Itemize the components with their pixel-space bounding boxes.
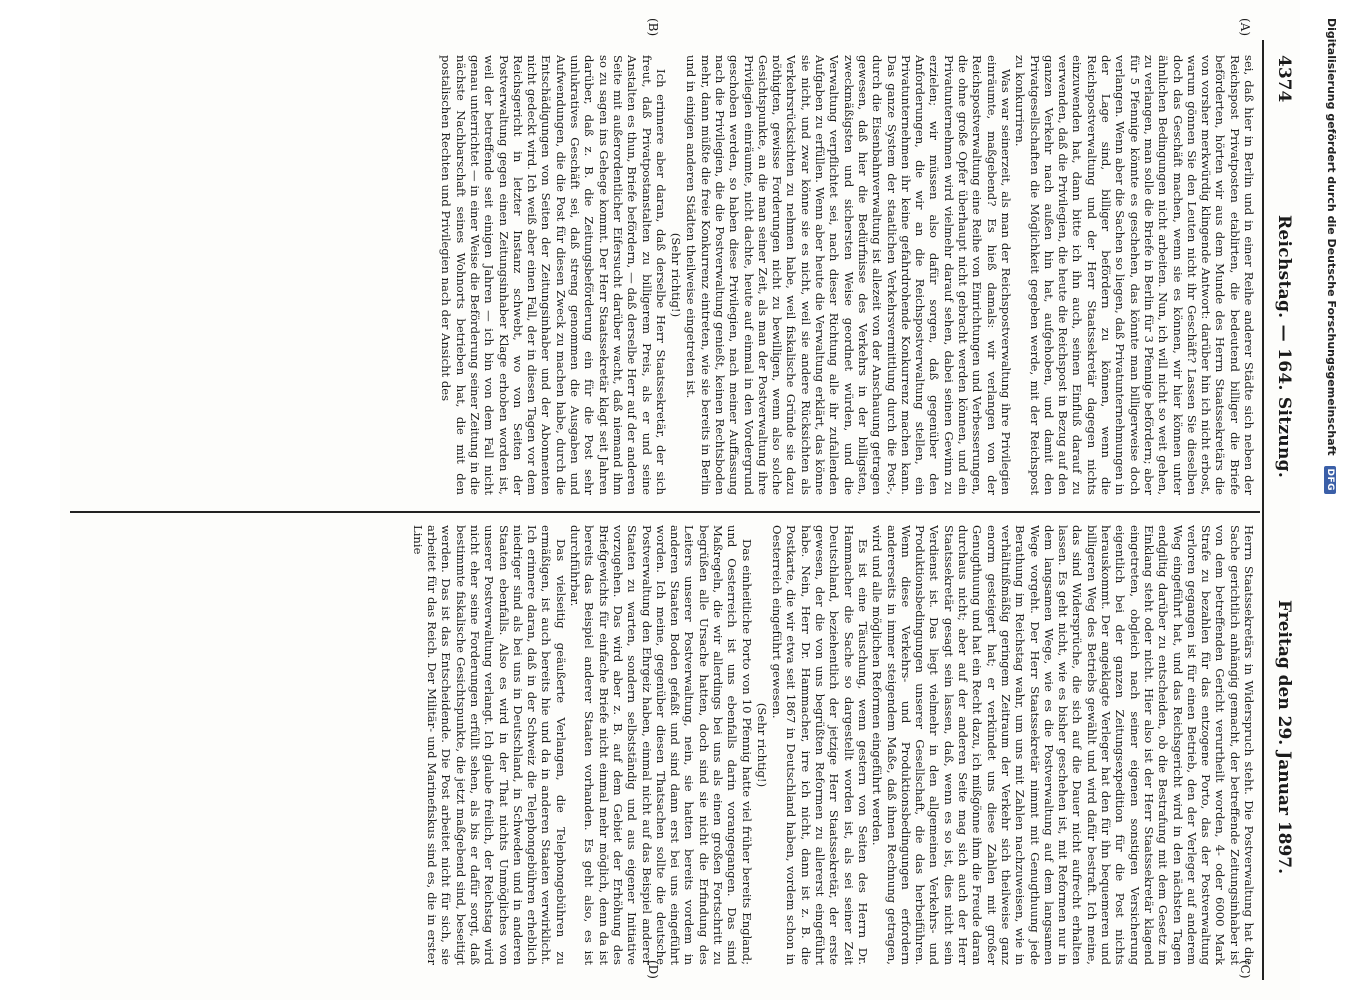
paragraph: Herrn Staatssekretärs in Widerspruch steht. Die Postverwaltung hat die Sache gerichtlich anhängig gemacht, der betreffende Zeitungsinhaber ist von dem betreffenden Gericht verurtheilt worden, 4- oder 6000 Mark Strafe zu bezahlen für das entzogene Porto, das der Postverwaltung verloren gegangen ist für einen Betrieb, den der Verleger auf anderem Weg eingeführt hat, und das Reichsgericht wird in den nächsten Tagen endgiltig darüber zu entscheiden, ob die Bestrafung mit dem Gesetz im Einklang steht oder nicht. Hier also ist der Herr Staatssekretär klagend eingetreten, obgleich nach seiner eigenen sonstigen Versicherung eigentlich bei der ganzen Zeitungsexpedition für die Post nichts herauskommt. Der angeklagte Verleger hat den für ihn bequemeren und billigeren Weg des Betriebs gewählt und wird dafür bestraft. Ich meine, das sind Widersprüche, die sich auf die Dauer nicht aufrecht erhalten lassen. Es geht nicht, wie es bisher geschehen ist, mit Reformen nur in dem langsamen Wege, wie es die Postverwaltung auf dem langsamen Wege vorgeht. Der Herr Staatssekretär nimmt mit Genugthuung jede Berathung im Reichstag wahr, um uns mit Zahlen nachzuweisen, wie in verhältnißmäßig geringem Zeitraum der Verkehr sich theilweise ganz enorm gesteigert hat; er verkündet uns diese Zahlen mit großer Genugthuung und hat ein Recht dazu, ich mißgönne ihm die Freude daran durchaus nicht; aber auf der anderen Seite mag sich auch der Herr Staatssekretär gesagt sein lassen, daß, wenn es so ist, dies nicht sein Verdienst ist. Das liegt vielmehr in den allgemeinen Verkehrs- und Produktionsbedingungen unserer Gesellschaft, die das herbeiführen. Wenn diese Verkehrs- und Produktionsbedingungen erfordern andererseits in immer steigendem Maße, daß ihnen Rechnung getragen, wird und alle möglichen Reformen eingeführt werden. bbox=[870, 525, 1256, 965]
applause-note: (Sehr richtig!) bbox=[754, 702, 769, 788]
margin-mark-a: (A) bbox=[1238, 18, 1252, 37]
paragraph: Das vielseitig geäußerte Verlangen, die Telephongebühren zu ermäßigen, ist auch bereits hie und da in anderen Staaten verwirklicht. Ich erinnere daran, daß in der Schweiz die Telephongebühren erheblich niedriger sind als bei uns in Deutschland, in Schweden und in anderen Staaten ebenfalls. Also es wird in der That nichts Unmögliches von unserer Postverwaltung verlangt. Ich glaube freilich, der Reichstag wird nicht eher seine Forderungen erfüllt sehen, als bis er dafür sorgt, daß bestimmte fiskalische Gesichtspunkte, die jetzt maßgebend sind, beseitigt werden. Das ist das Entscheidende. Die Post arbeitet nicht für sich, sie arbeitet für das Reich. Der Militär- und Marinefiskus sind es, die in erster Linie bbox=[410, 525, 568, 965]
margin-mark-d: (D) bbox=[646, 960, 660, 979]
session-title: Reichstag. — 164. Sitzung. bbox=[1274, 215, 1294, 479]
digitization-credit bbox=[1322, 18, 1340, 978]
paragraph: Es ist eine Täuschung, wenn gestern von Seiten des Herrn Dr. Hammacher die Sache so dargestellt worden ist, als sei seiner Zeit Deutschland, beziehentlich der jetzige Herr Staatssekretär, der erste gewesen, der die von uns begrüßten Reformen zu allererst eingeführt habe. Nein, Herr Dr. Hammacher, irre ich nicht, dann ist z. B. die Postkarte, die wir etwa seit 1867 in Deutschland haben, vordem schon in Oesterreich eingeführt gewesen. bbox=[770, 525, 870, 965]
paragraph: Das einheitliche Porto von 10 Pfennig hatte viel früher bereits England; und Oesterreich ist uns ebenfalls darin vorangegangen. Das sind Maßregeln, die wir allerdings bei uns als einen großen Fortschritt zu begrüßen alle Ursache hatten, doch sind sie nicht die Erfindung des Leiters unserer Postverwaltung, nein, sie hatten bereits vordem in anderen Staaten Boden gefaßt und sind dann erst bei uns eingeführt worden. Ich meine, gegenüber diesen Thatsachen sollte die deutsche Postverwaltung den Ehrgeiz haben, einmal nicht auf das Beispiel anderer Staaten zu warten, sondern selbstständig und aus eigener Initiative vorzugehen. Das wird aber z. B. auf dem Gebiet der Erhöhung des Briefgewichts für einfache Briefe nicht einmal mehr möglich, denn da ist bereits das Beispiel anderer Staaten vorhanden. Es geht also, es ist durchführbar. bbox=[568, 525, 754, 965]
column-divider bbox=[70, 511, 1260, 513]
dfg-logo: DFG bbox=[1324, 466, 1336, 495]
margin-mark-c: (C) bbox=[1238, 960, 1252, 979]
applause-note: (Sehr richtig!) bbox=[669, 232, 684, 318]
paragraph: Was war seinerzeit, als man der Reichspostverwaltung ihre Privilegien einräumte, maßgebend? Es hieß damals: wir verlangen von der Reichspostverwaltung eine Reihe von Einrichtungen und Verbesserungen, die ohne große Opfer überhaupt nicht gebracht werden können, und ein Privatunternehmen wird vielmehr darauf sehen, dabei seinen Gewinn zu erzielen; wir müssen also dafür sorgen, daß gegenüber den Anforderungen, die wir an die Reichspostverwaltung stellen, ein Privatunternehmen ihr keine gefahrdrohende Konkurrenz machen kann. Das ganze System der staatlichen Verkehrsvermittlung durch die Post-, durch die Eisenbahnverwaltung ist allezeit von der Anschauung getragen gewesen, daß hier die Bedürfnisse des Verkehrs in der billigsten, zweckmäßigsten und sichersten Weise geordnet würden, und die Verwaltung verpflichtet sei, nach dieser Richtung alle ihr zufallenden Aufgaben zu erfüllen. Wenn aber heute die Verwaltung erklärt, das könne sie nicht, und zwar könne sie es nicht, weil sie andere Rücksichten als Verkehrsrücksichten zu nehmen habe, weil fiskalische Gründe sie dazu nöthigten, gewisse Forderungen nicht zu bewilligen, wenn also solche Gesichtspunkte, an die man seiner Zeit, als man der Postverwaltung ihre Privilegien einräumte, nicht dachte, heute auf einmal in den Vordergrund geschoben werden, so haben diese Privilegien, nach meiner Auffassung nach die Privilegien, die die Postverwaltung genießt, keinen Rechtsboden mehr, dann müßte die freie Konkurrenz eintreten, wie sie bereits in Berlin und in einigen anderen Städten theilweise eingetreten ist. bbox=[684, 55, 1013, 495]
scanned-page bbox=[60, 0, 1300, 1000]
session-date: Freitag den 29. Januar 1897. bbox=[1274, 600, 1294, 875]
margin-mark-b: (B) bbox=[646, 18, 660, 37]
left-column bbox=[70, 55, 1256, 495]
paragraph: Ich erinnere aber daran, daß derselbe Herr Staatssekretär, der sich freut, daß Privatpostanstalten zu billigerem Preis, als er und seine Anstalten es thun, Briefe befördern, — daß derselbe Herr auf der anderen Seite mit außerordentlicher Eifersucht darüber wacht, daß niemand ihm so zu sagen ins Gehege kommt. Der Herr Staatssekretär klagt seit Jahren darüber, daß z. B. die Zeitungsbeförderung ein für die Post sehr unlukratives Geschäft sei, daß streng genommen die Ausgaben und Aufwendungen, die die Post für diesen Zweck zu machen habe, durch die Entschädigungen von Seiten der Zeitungsinhaber und der Abonnenten nicht gedeckt wird. Ich weiß aber einen Fall, der in diesen Tagen vor dem Reichsgericht in letzter Instanz schwebt, wo von Seiten der Postverwaltung gegen einen Zeitungsinhaber Klage erhoben worden ist, weil der betreffende seit einigen Jahren — ich bin von dem Fall nicht genau unterrichtet — in einer Weise die Beförderung seiner Zeitung in die nächste Nachbarschaft seines Wohnorts betrieben hat, die mit den postalischen Rechten und Privilegien nach der Ansicht des bbox=[439, 55, 668, 495]
right-column bbox=[70, 525, 1256, 965]
page-number: 4374 bbox=[1274, 55, 1294, 103]
credit-text: Digitalisierung gefördert durch die Deutsche Forschungsgemeinschaft bbox=[1325, 18, 1338, 456]
page-header bbox=[1260, 0, 1300, 1000]
paragraph: sei, daß hier in Berlin und in einer Reihe anderer Städte sich neben der Reichspost Privatposten etablirten, die bedeutend billiger die Briefe beförderten, hörten wir aus dem Munde des Herrn Staatssekretärs die von vorsher merkwürdig klingende Antwort: darüber hin ich nicht erbost, warum gönnen Sie den Leuten nicht ihr Geschäft? Lassen Sie dieselben doch das Geschäft machen, wenn sie es können, wir hier können unter ähnlichen Bedingungen nicht arbeiten. Nun, ich will nicht so weit gehen, zu verlangen, man solle die Briefe in Berlin für 3 Pfennige befördern; aber für 5 Pfennige könnte es geschehen, das könnte man billigerweise doch verlangen. Wenn aber die Sachen so liegen, daß Privatunternehmungen in der Lage sind, billiger befördern zu können, wenn die Reichspostverwaltung und der Herr Staatssekretär dagegen nichts einzuwenden hat, dann bitte ich ihn auch, seinen Einfluß darauf zu verwenden, daß die Privilegien, die heute die Reichspost in Bezug auf den ganzen Verkehr nach außen hin hat, aufgehoben, und damit den Privatgesellschaften die Möglichkeit gegeben werde, mit der Reichspost zu konkurriren. bbox=[1013, 55, 1256, 495]
header-rule bbox=[1262, 40, 1264, 980]
